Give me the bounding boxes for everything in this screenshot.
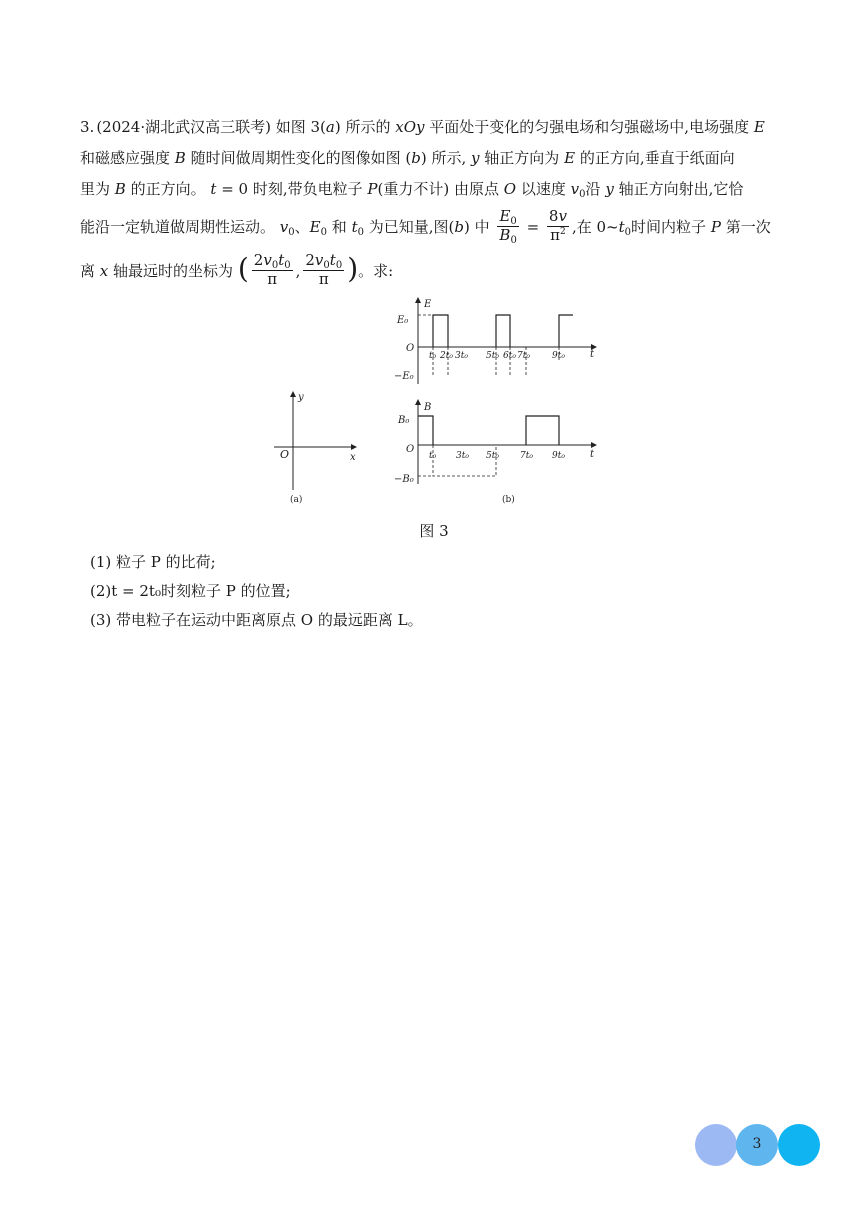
b-tick-7t0: 7t₀	[520, 451, 533, 461]
text-run: 轴正方向为	[484, 149, 560, 167]
e-axis-label: E	[424, 299, 432, 310]
text-run: 里为	[80, 180, 111, 198]
problem-source: (2024·湖北武汉高三联考)	[96, 118, 271, 136]
panel-a-x-label: x	[350, 452, 356, 463]
b-axis-label: B	[424, 402, 432, 413]
panel-a-origin: O	[280, 448, 290, 461]
text-run: 第一次	[725, 218, 771, 236]
question-1: (1) 粒子 P 的比荷;	[90, 553, 216, 571]
fraction-e0-b0: $\frac{E_0}{B_0}$	[499, 207, 517, 246]
page-number: 3	[752, 1136, 762, 1152]
b-axes	[418, 400, 596, 484]
problem-text: 3. (2024·湖北武汉高三联考) 如图 3(a) 所示的 xOy 平面处于变化的匀强电场和匀强磁场中,电场强度 E 和磁感应强度 B 随时间做周期性变化的图像如图 (b) 所示, y 轴正方向为 E 的正方向,垂直于纸面向 里为 B 的正方向。 t = 0 时刻,带负电粒子 P(重力不计) 由原点 O 以速度 $v_0$沿 y 轴正方向射出,它恰 能沿一定轨道做周期性运动。 $v_0$、$E_0$ 和 $t_0$ 为已知量,图(b) 中 $\frac{E_0}{B_0}$ = $\frac{8v}{\pi^2}$ ,在 $0\sim t_0$时间内粒子 P 第一次 离 x 轴最远时的坐标为 ( $\frac{2v_0t_0}{\pi}$ , $\frac{2v_0t_0}{\pi}$ )。求:	[80, 118, 771, 288]
e-tick-9t0: 9t₀	[552, 351, 565, 361]
b-tick-t0: t₀	[429, 451, 437, 461]
text-run: 和	[331, 218, 347, 236]
e-origin: O	[406, 343, 415, 354]
question-2: (2)t = 2t₀时刻粒子 P 的位置;	[90, 582, 291, 600]
text-run: 如图 3(	[275, 118, 326, 136]
question-3: (3) 带电粒子在运动中距离原点 O 的最远距离 L。	[90, 611, 423, 629]
panel-a-label: (a)	[290, 495, 303, 505]
text-run: 轴最远时的坐标为	[113, 262, 234, 280]
figure-svg	[260, 292, 600, 507]
text-run: 能沿一定轨道做周期性运动。	[80, 218, 276, 236]
text-run: 的正方向,垂直于纸面向	[579, 149, 735, 167]
text-run: 以速度	[520, 180, 566, 198]
e-tick-3t0: 3t₀	[455, 351, 468, 361]
b-tick-3t0: 3t₀	[456, 451, 469, 461]
b-origin: O	[406, 444, 415, 455]
fraction-coord-x: $\frac{2v_0t_0}{\pi}$	[253, 251, 291, 288]
text-run: ) 所示的	[334, 118, 391, 136]
figure-caption: 图 3	[419, 522, 449, 540]
text-run: 和磁感应强度	[80, 149, 171, 167]
e-tick-t0: t₀	[429, 351, 437, 361]
b-tick-9t0: 9t₀	[552, 451, 565, 461]
e-axes	[418, 298, 596, 384]
text-run: 、	[294, 218, 310, 236]
e-tick-5t0: 5t₀	[486, 351, 499, 361]
text-run: ) 所示,	[420, 149, 467, 167]
b-waveform	[418, 416, 559, 476]
e-tick-6t0: 6t₀	[503, 351, 516, 361]
text-run: 沿	[585, 180, 601, 198]
problem-number: 3.	[80, 118, 95, 136]
text-run: 为已知量,图(	[368, 218, 455, 236]
text-run: 平面处于变化的匀强电场和匀强磁场中,电场强度	[429, 118, 750, 136]
text-run: 轴正方向射出,它恰	[618, 180, 744, 198]
panel-b-label: (b)	[502, 495, 515, 505]
text-run: 。求:	[358, 262, 394, 280]
page-badge	[695, 1124, 825, 1168]
figure-3	[260, 292, 600, 507]
b-t-label: t	[590, 449, 595, 460]
text-run: 的正方向。	[130, 180, 206, 198]
text-run: ,在 0~	[571, 218, 619, 236]
question-list	[90, 548, 423, 635]
e-neg-label: −E₀	[394, 371, 414, 382]
b-neg-label: −B₀	[394, 474, 414, 485]
b-pos-label: B₀	[398, 415, 410, 426]
e-waveform	[418, 315, 573, 376]
text-run: 时间内粒子	[631, 218, 707, 236]
e-tick-7t0: 7t₀	[517, 351, 530, 361]
text-run: 随时间做周期性变化的图像如图 (	[190, 149, 412, 167]
text-run: (重力不计) 由原点	[377, 180, 499, 198]
badge-circle-right	[778, 1124, 820, 1166]
e-t-label: t	[590, 349, 595, 360]
text-run: 时刻,带负电粒子	[252, 180, 363, 198]
e-pos-label: E₀	[397, 315, 409, 326]
fraction-8v-pi2: $\frac{8v}{\pi^2}$	[548, 207, 567, 244]
text-run: ) 中	[464, 218, 490, 236]
panel-a-axes	[274, 392, 356, 490]
text-run: 离	[80, 262, 96, 280]
fraction-coord-y: $\frac{2v_0t_0}{\pi}$	[305, 251, 343, 288]
panel-a-y-label: y	[298, 392, 304, 403]
b-tick-5t0: 5t₀	[486, 451, 499, 461]
badge-circle-left	[695, 1124, 737, 1166]
e-tick-2t0: 2t₀	[440, 351, 453, 361]
